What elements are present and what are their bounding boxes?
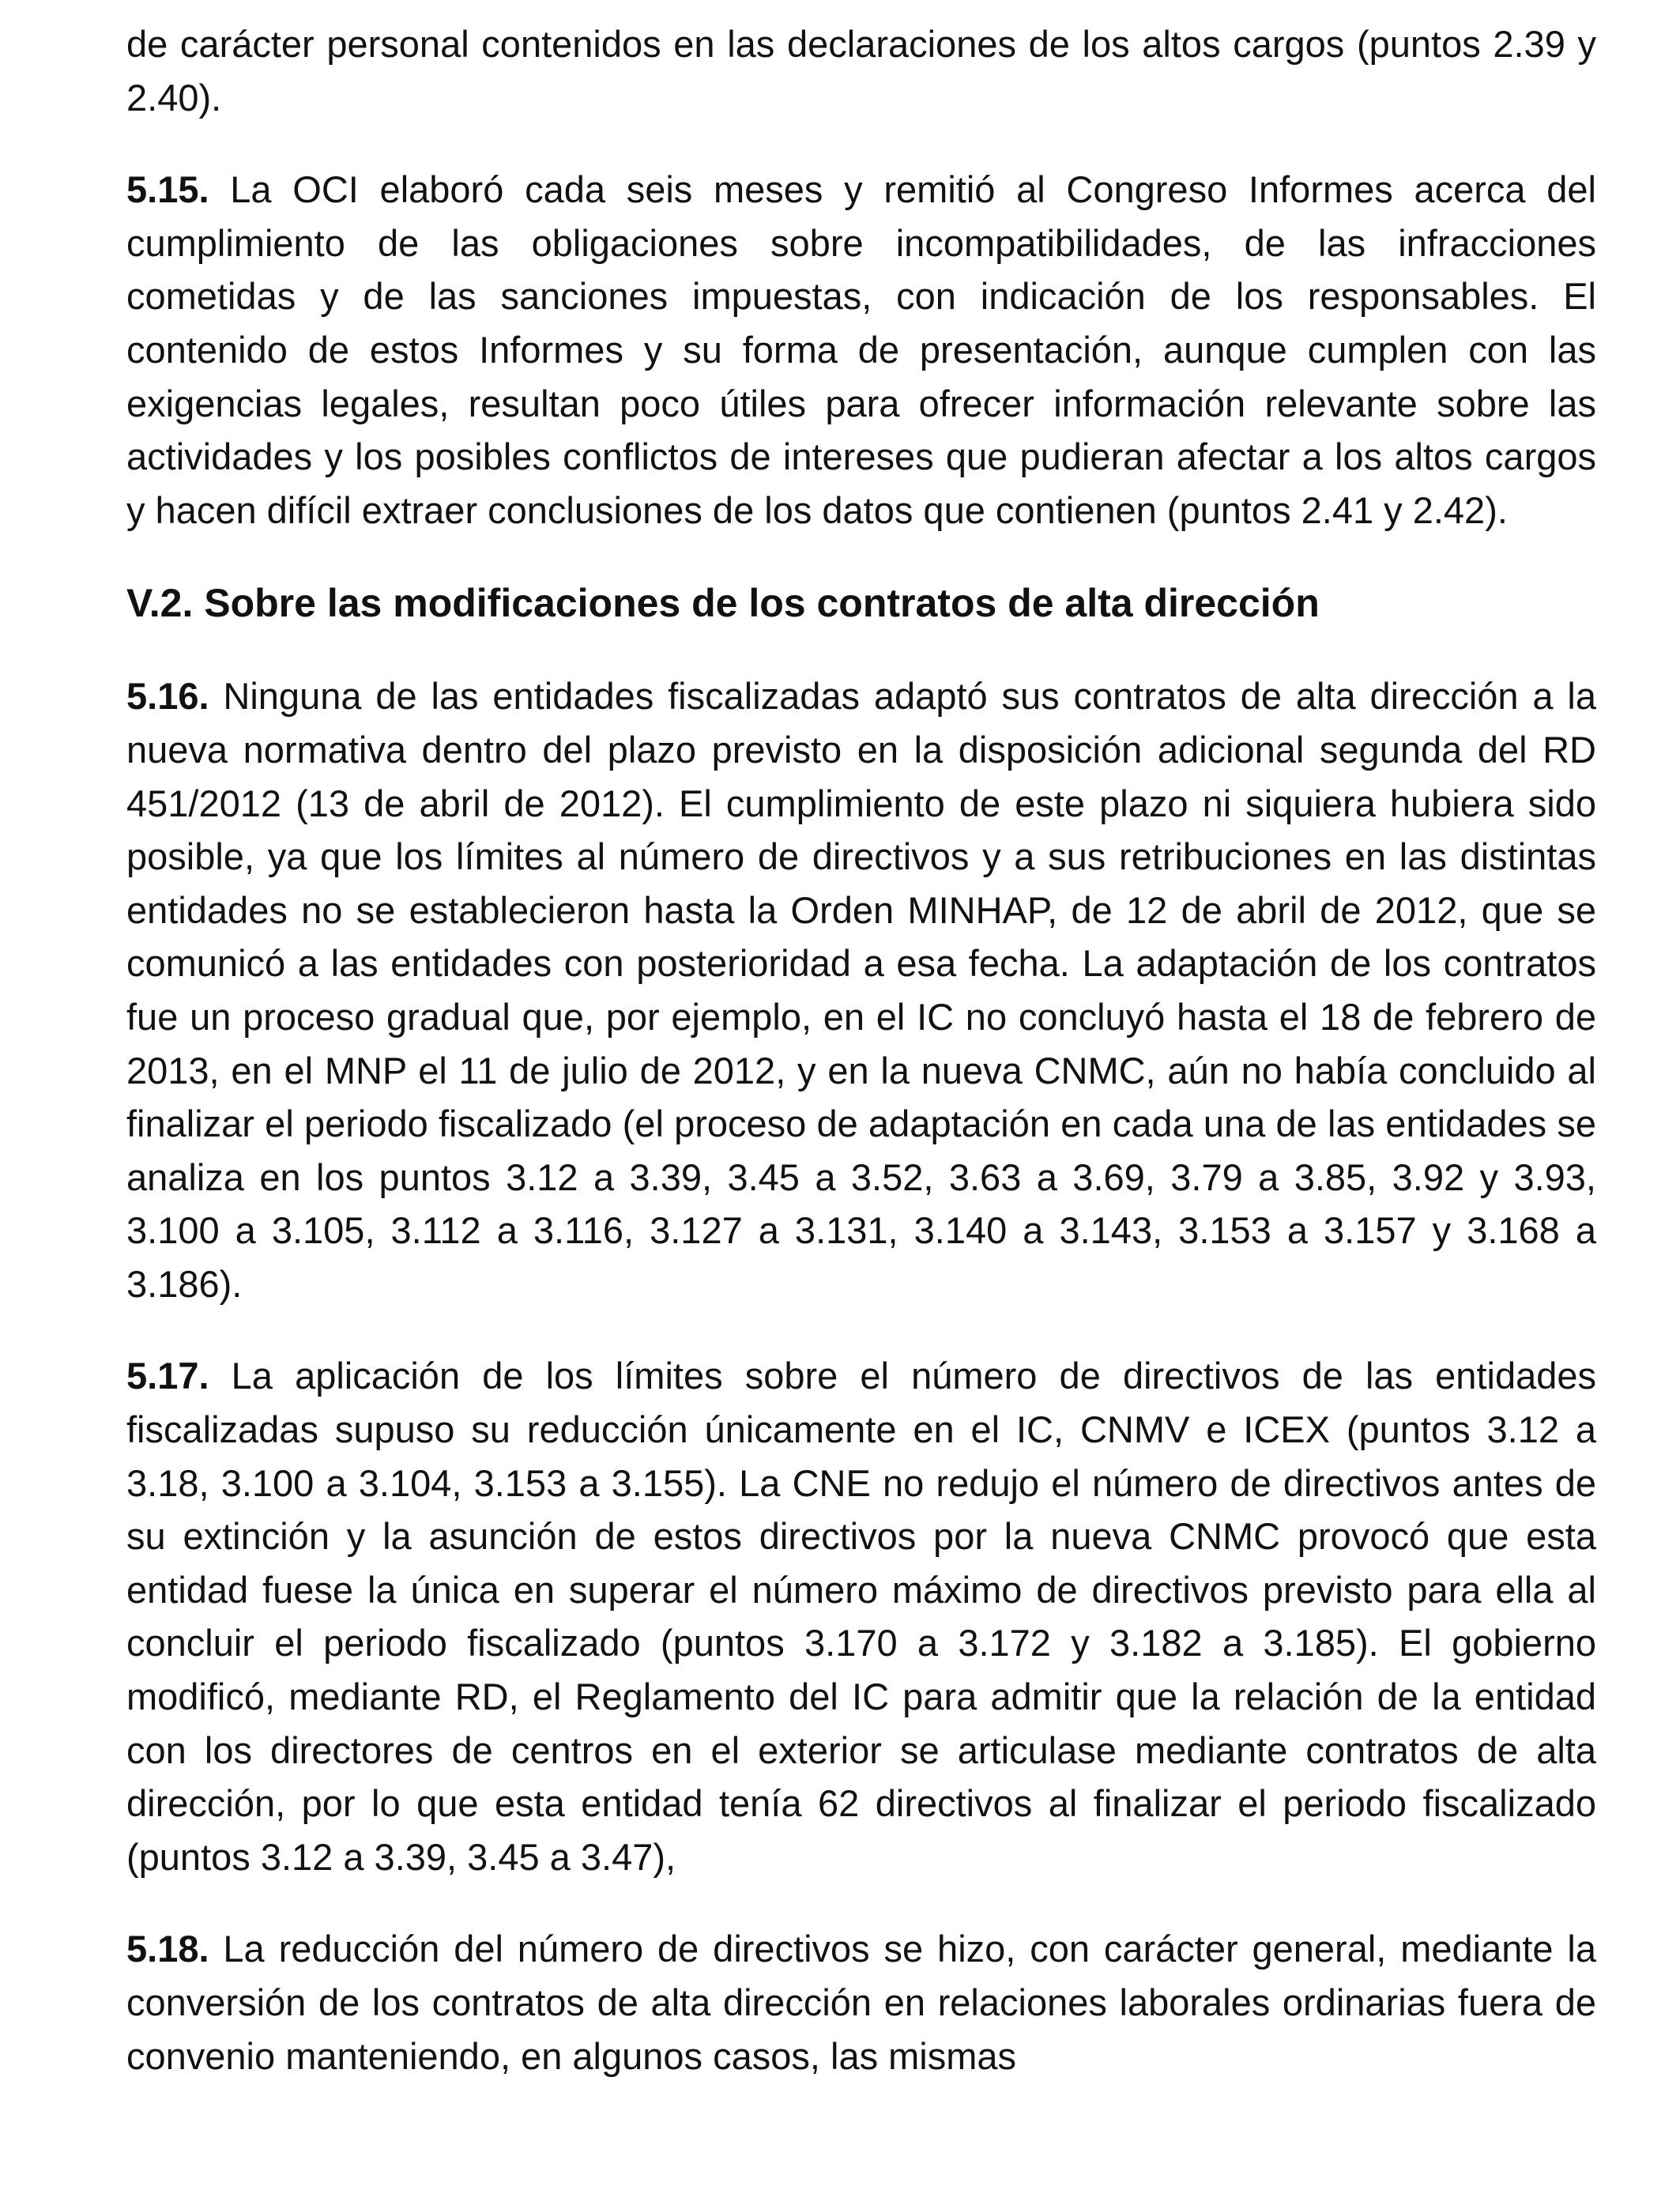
paragraph-5-15 <box>126 163 1596 537</box>
paragraph-text: Ninguna de las entidades fiscalizadas adaptó sus contratos de alta dirección a la nueva normativa dentro del plazo previsto en la disposición adicional segunda del RD 451/2012 (13 de abril de 2012). El cumplimiento de este plazo ni siquiera hubiera sido posible, ya que los límites al número de directivos y a sus retribuciones en las distintas entidades no se establecieron hasta la Orden MINHAP, de 12 de abril de 2012, que se comunicó a las entidades con posterioridad a esa fecha. La adaptación de los contratos fue un proceso gradual que, por ejemplo, en el IC no concluyó hasta el 18 de febrero de 2013, en el MNP el 11 de julio de 2012, y en la nueva CNMC, aún no había concluido al finalizar el periodo fiscalizado (el proceso de adaptación en cada una de las entidades se analiza en los puntos 3.12 a 3.39, 3.45 a 3.52, 3.63 a 3.69, 3.79 a 3.85, 3.92 y 3.93, 3.100 a 3.105, 3.112 a 3.116, 3.127 a 3.131, 3.140 a 3.143, 3.153 a 3.157 y 3.168 a 3.186). <box>126 675 1596 1305</box>
paragraph-5-18 <box>126 1922 1596 2083</box>
intro-text: de carácter personal contenidos en las declaraciones de los altos cargos (puntos 2.39 y 2.40). <box>126 23 1596 119</box>
paragraph-5-17 <box>126 1349 1596 1883</box>
document-page <box>126 17 1596 2083</box>
paragraph-text: La reducción del número de directivos se hizo, con carácter general, mediante la conversión de los contratos de alta dirección en relaciones laborales ordinarias fuera de convenio manteniendo, en algunos casos, las mismas <box>126 1928 1596 2077</box>
paragraph-number: 5.15. <box>126 168 209 211</box>
intro-paragraph <box>126 17 1596 124</box>
paragraph-text: La OCI elaboró cada seis meses y remitió al Congreso Informes acerca del cumplimiento de las obligaciones sobre incompatibilidades, de las infracciones cometidas y de las sanciones impuestas, con indicación de los responsables. El contenido de estos Informes y su forma de presentación, aunque cumplen con las exigencias legales, resultan poco útiles para ofrecer información relevante sobre las actividades y los posibles conflictos de intereses que pudieran afectar a los altos cargos y hacen difícil extraer conclusiones de los datos que contienen (puntos 2.41 y 2.42). <box>126 168 1596 531</box>
paragraph-5-16 <box>126 669 1596 1310</box>
paragraph-number: 5.18. <box>126 1928 209 1970</box>
paragraph-text: La aplicación de los límites sobre el número de directivos de las entidades fiscalizadas supuso su reducción únicamente en el IC, CNMV e ICEX (puntos 3.12 a 3.18, 3.100 a 3.104, 3.153 a 3.155). La CNE no redujo el número de directivos antes de su extinción y la asunción de estos directivos por la nueva CNMC provocó que esta entidad fuese la única en superar el número máximo de directivos previsto para ella al concluir el periodo fiscalizado (puntos 3.170 a 3.172 y 3.182 a 3.185). El gobierno modificó, mediante RD, el Reglamento del IC para admitir que la relación de la entidad con los directores de centros en el exterior se articulase mediante contratos de alta dirección, por lo que esta entidad tenía 62 directivos al finalizar el periodo fiscalizado (puntos 3.12 a 3.39, 3.45 a 3.47), <box>126 1355 1597 1878</box>
section-heading: V.2. Sobre las modificaciones de los contratos de alta dirección <box>126 581 1320 626</box>
paragraph-number: 5.16. <box>126 675 209 718</box>
paragraph-number: 5.17. <box>126 1355 209 1397</box>
